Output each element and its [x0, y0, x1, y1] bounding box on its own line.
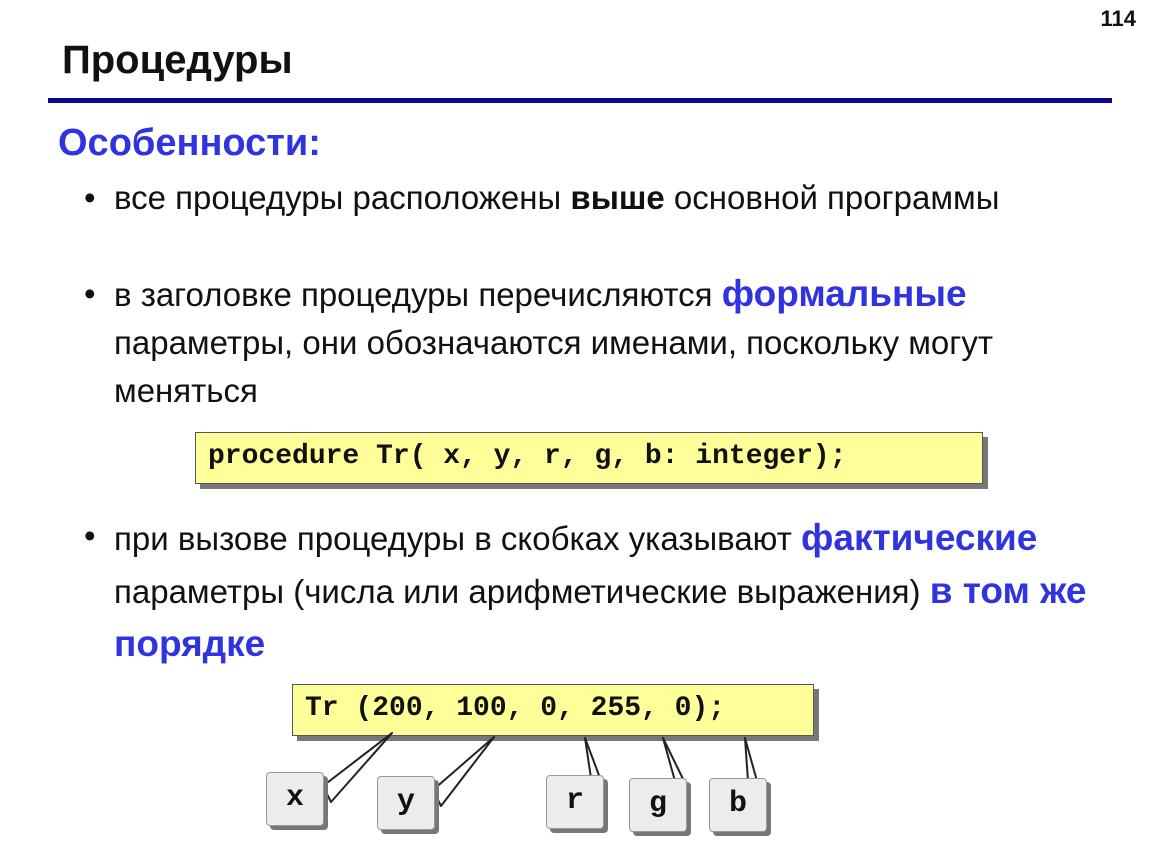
param-label-r: r	[546, 775, 604, 829]
bullet-marker: •	[84, 275, 96, 312]
bullet-text-part: в заголовке процедуры перечисляются	[114, 276, 722, 313]
bullet-emphasis: в том же порядке	[114, 570, 1087, 664]
bullet-text-part: параметры, они обозначаются именами, поскольку могут меняться	[114, 324, 993, 409]
bullet-text	[114, 270, 1124, 415]
bullet-marker: •	[84, 179, 96, 216]
param-label-y: y	[377, 776, 435, 830]
bullet-text	[114, 174, 1124, 222]
callout-pointer-b	[745, 738, 757, 781]
bullet-text-part: все процедуры расположены	[114, 179, 571, 216]
bullet-item	[84, 512, 1124, 671]
param-label-x: x	[266, 772, 324, 826]
bullet-text	[114, 512, 1124, 671]
param-label-b: b	[709, 778, 767, 832]
slide-title: Процедуры	[62, 38, 293, 82]
slide-number: 114	[1100, 6, 1136, 31]
bullet-emphasis: фактические	[801, 517, 1038, 558]
bullet-item	[84, 270, 1124, 415]
bullet-item	[84, 174, 1124, 222]
callout-pointer-g	[663, 738, 684, 781]
bullet-marker: •	[84, 517, 96, 554]
procedure-declaration-code: procedure Tr( x, y, r, g, b: integer);	[195, 432, 983, 484]
callout-pointer-r	[585, 738, 600, 778]
param-label-g: g	[629, 778, 687, 832]
section-subtitle: Особенности:	[58, 122, 321, 164]
title-rule	[48, 98, 1112, 103]
bullet-text-part: при вызове процедуры в скобках указывают	[114, 520, 801, 557]
bullet-text-part: параметры (числа или арифметические выражения)	[114, 573, 930, 610]
bullet-bold-word: выше	[570, 179, 665, 216]
callout-pointer-y	[433, 737, 494, 806]
bullet-emphasis: формальные	[721, 273, 967, 314]
bullet-text-part: основной программы	[664, 179, 1000, 216]
procedure-call-code: Tr (200, 100, 0, 255, 0);	[292, 684, 814, 736]
